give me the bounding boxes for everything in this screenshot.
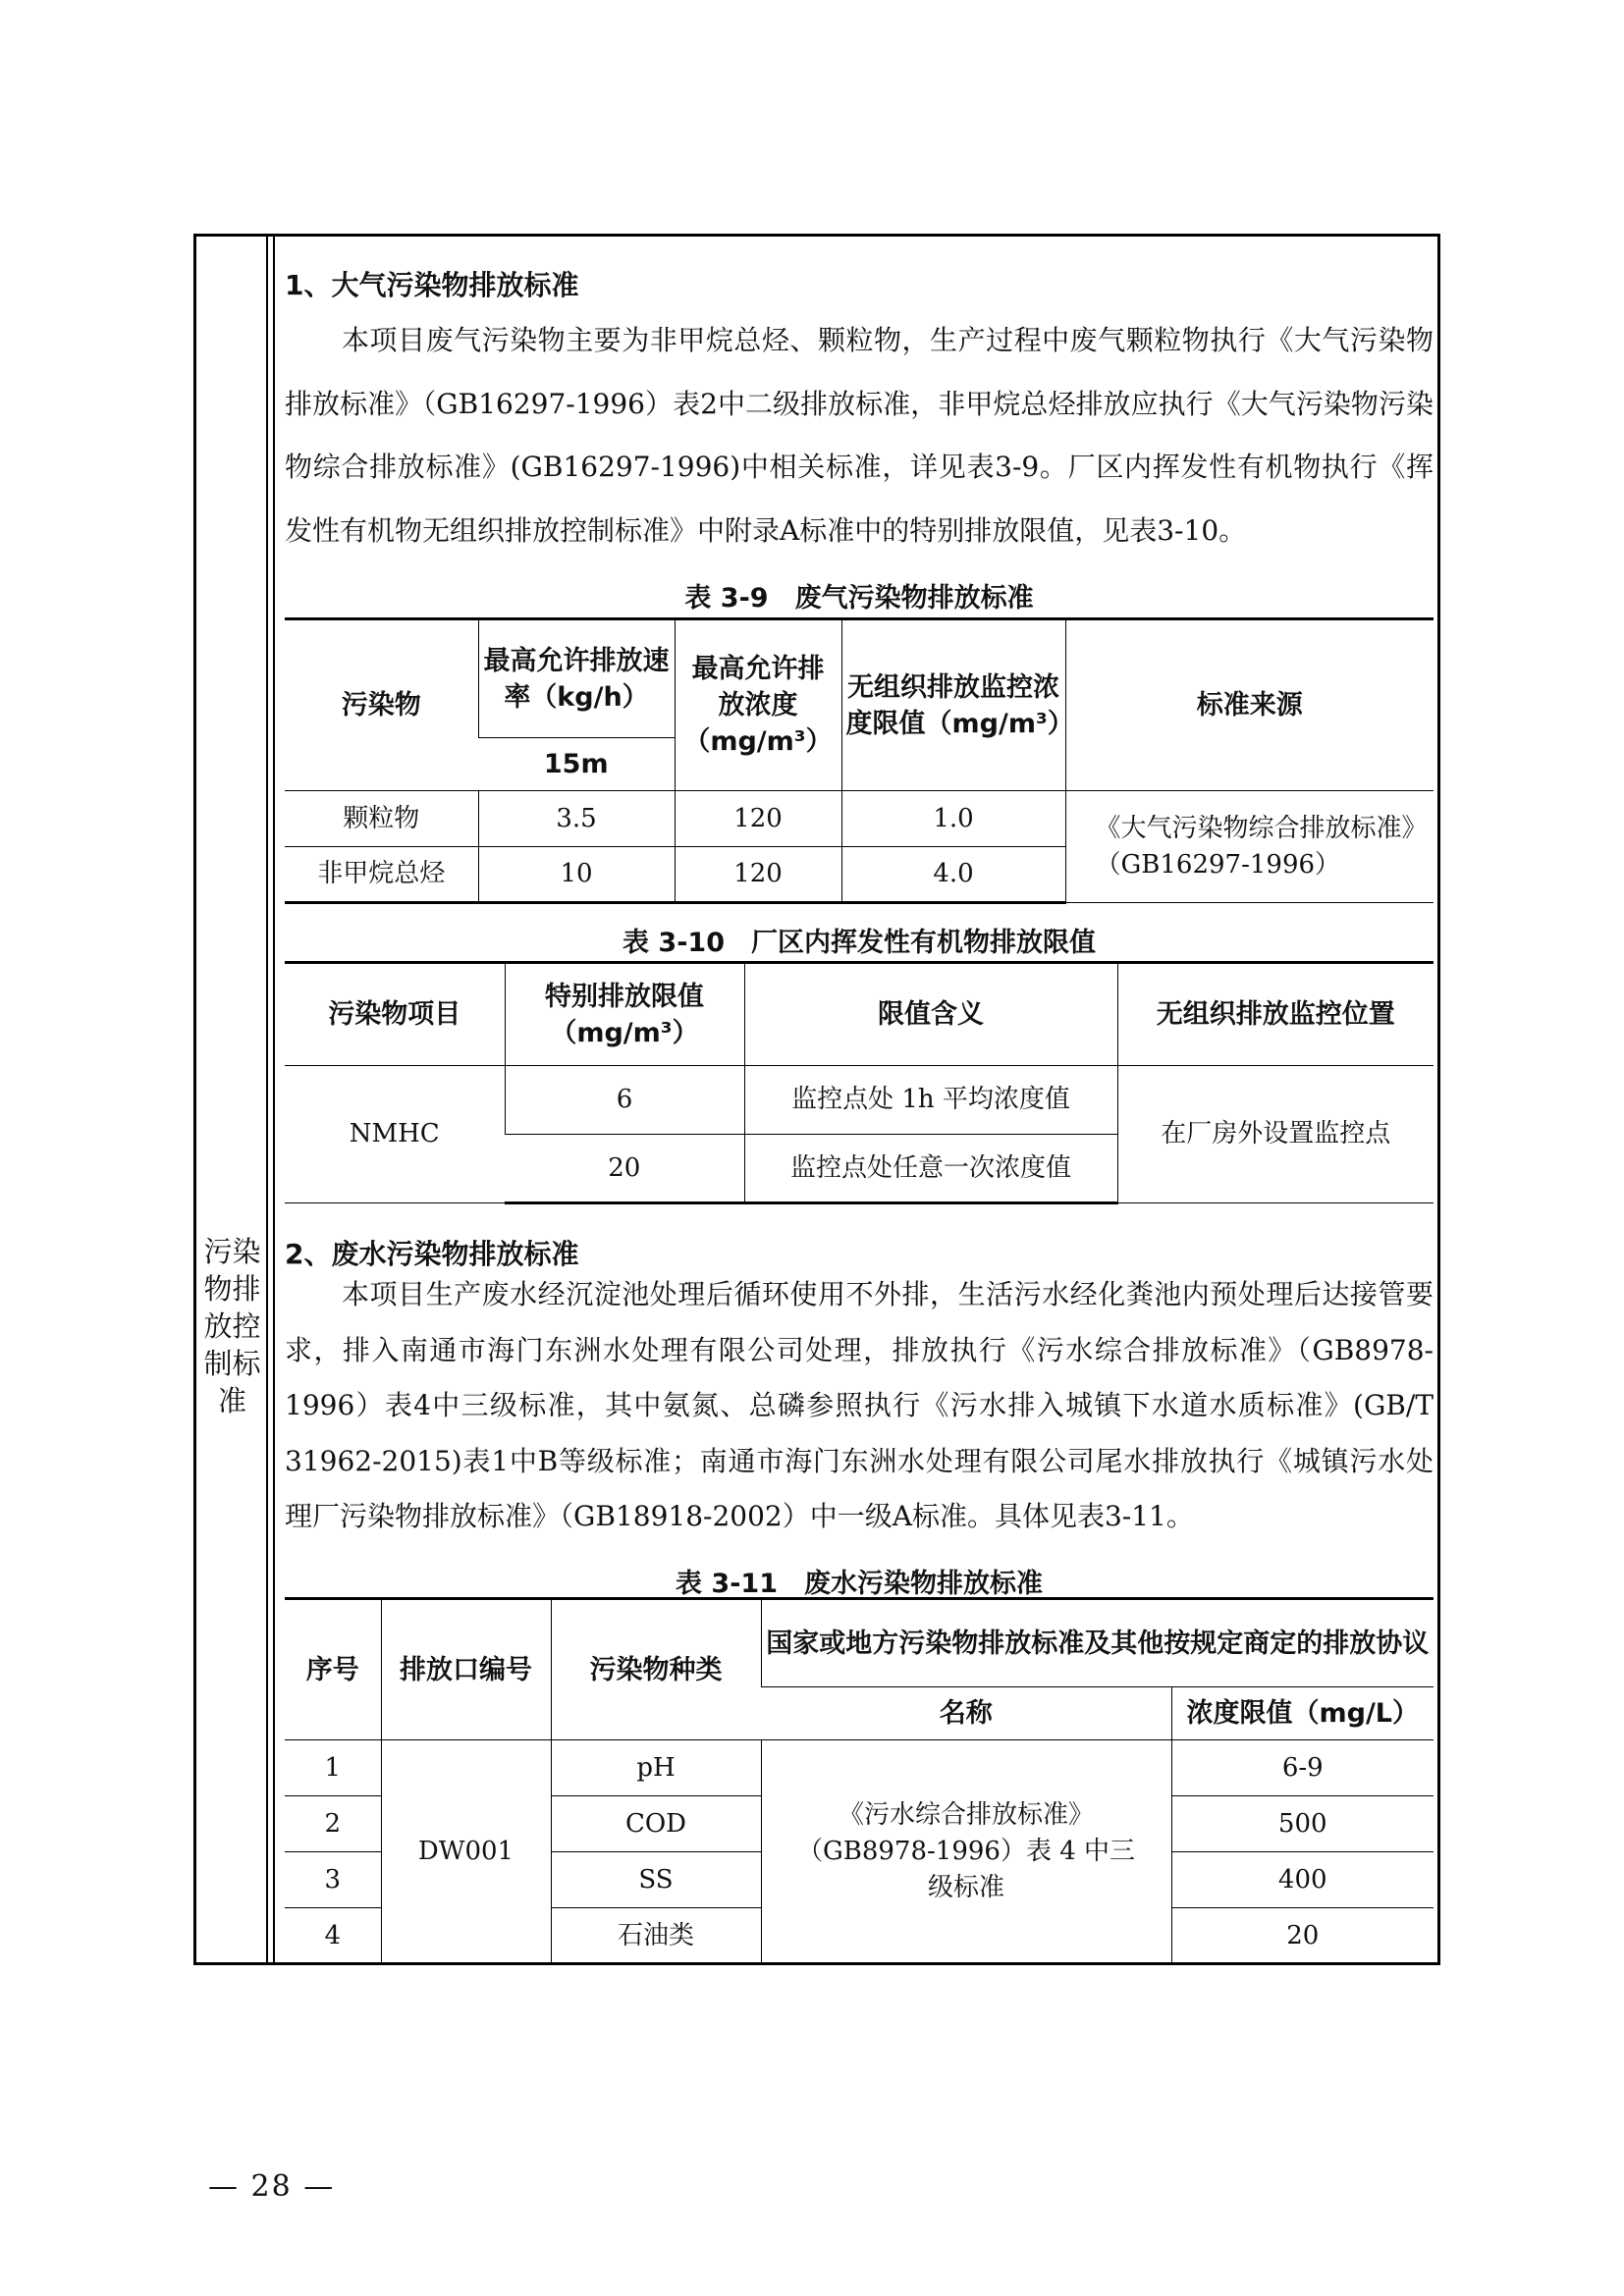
- table-cell-item: NMHC: [285, 1066, 505, 1203]
- table-cell: 10: [478, 847, 675, 903]
- th-source: 标准来源: [1065, 619, 1434, 791]
- table-cell: 120: [675, 791, 841, 847]
- table-cell: SS: [551, 1852, 761, 1908]
- table-cell: 1.0: [841, 791, 1065, 847]
- th-rate: 最高允许排放速率（kg/h）: [478, 619, 675, 738]
- table-cell: COD: [551, 1796, 761, 1852]
- sidebar-label-line: 准: [217, 1384, 246, 1417]
- th-limit: 特别排放限值（mg/m³）: [505, 963, 744, 1066]
- table-cell: 2: [285, 1796, 381, 1852]
- sidebar-label-line: 物排: [203, 1272, 261, 1306]
- table-cell: 6: [505, 1066, 744, 1135]
- table-cell-source: 《大气污染物综合排放标准》（GB16297-1996）: [1065, 791, 1434, 903]
- table-3-11: [285, 1597, 1434, 1964]
- table-cell: 4: [285, 1908, 381, 1964]
- section1-paragraph: 本项目废气污染物主要为非甲烷总烃、颗粒物，生产过程中废气颗粒物执行《大气污染物排放标准》（GB16297-1996）表2中二级排放标准，非甲烷总烃排放应执行《大气污染物污染物综合排放标准》(GB16297-1996)中相关标准，详见表3-9。厂区内挥发性有机物执行《挥发性有机物无组织排放控制标准》中附录A标准中的特别排放限值，见表3-10。: [285, 324, 1434, 547]
- table-cell: 监控点处任意一次浓度值: [744, 1135, 1117, 1203]
- th-pollutant: 污染物: [285, 619, 478, 791]
- table-3-9: [285, 617, 1434, 904]
- section2-paragraph: 本项目生产废水经沉淀池处理后循环使用不外排，生活污水经化粪池内预处理后达接管要求，排入南通市海门东洲水处理有限公司处理，排放执行《污水综合排放标准》（GB8978-1996）表4中三级标准，其中氨氮、总磷参照执行《污水排入城镇下水道水质标准》(GB/T 31962-2015)表1中B等级标准；南通市海门东洲水处理有限公司尾水排放执行《城镇污水处理厂污染物排放标准》（GB18918-2002）中一级A标准。具体见表3-11。: [285, 1278, 1434, 1532]
- th-outlet: 排放口编号: [381, 1599, 551, 1740]
- th-limit: 浓度限值（mg/L）: [1171, 1687, 1434, 1740]
- table-cell-standard-name: 《污水综合排放标准》（GB8978-1996）表 4 中三级标准: [761, 1740, 1171, 1964]
- table-cell: 4.0: [841, 847, 1065, 903]
- th-type: 污染物种类: [551, 1599, 761, 1740]
- table-cell: 监控点处 1h 平均浓度值: [744, 1066, 1117, 1135]
- table-cell-position: 在厂房外设置监控点: [1117, 1066, 1434, 1203]
- section2-heading: 2、废水污染物排放标准: [285, 1238, 579, 1270]
- table-cell: 3.5: [478, 791, 675, 847]
- sidebar-label: [196, 1233, 268, 1419]
- th-position: 无组织排放监控位置: [1117, 963, 1434, 1066]
- table-cell: pH: [551, 1740, 761, 1796]
- sidebar-label-line: 污染: [203, 1235, 261, 1268]
- table-3-10: [285, 961, 1434, 1204]
- th-conc: 最高允许排放浓度（mg/m³）: [675, 619, 841, 791]
- table-cell: 20: [1171, 1908, 1434, 1964]
- table-cell: 1: [285, 1740, 381, 1796]
- sidebar-label-line: 制标: [203, 1347, 261, 1380]
- sidebar-label-line: 放控: [203, 1309, 261, 1343]
- table-cell: 石油类: [551, 1908, 761, 1964]
- table310-caption: 表 3-10 厂区内挥发性有机物排放限值: [623, 928, 1096, 958]
- page-number: — 28 —: [208, 2169, 336, 2204]
- th-item: 污染物项目: [285, 963, 505, 1066]
- table-cell: 颗粒物: [285, 791, 478, 847]
- table-cell: 20: [505, 1135, 744, 1203]
- section1-heading: 1、大气污染物排放标准: [285, 269, 579, 301]
- table311-caption: 表 3-11 废水污染物排放标准: [676, 1569, 1043, 1599]
- column-divider: [273, 237, 275, 1962]
- th-no: 序号: [285, 1599, 381, 1740]
- table39-caption: 表 3-9 废气污染物排放标准: [684, 583, 1034, 614]
- table-cell: 非甲烷总烃: [285, 847, 478, 903]
- th-unorg: 无组织排放监控浓度限值（mg/m³）: [841, 619, 1065, 791]
- th-meaning: 限值含义: [744, 963, 1117, 1066]
- th-name: 名称: [761, 1687, 1171, 1740]
- table-cell-outlet: DW001: [381, 1740, 551, 1964]
- th-standard: 国家或地方污染物排放标准及其他按规定商定的排放协议: [761, 1599, 1434, 1687]
- sidebar-column: [196, 237, 268, 1962]
- table-cell: 120: [675, 847, 841, 903]
- document-frame: [193, 234, 1440, 1965]
- th-rate-height: 15m: [478, 738, 675, 791]
- table-cell: 3: [285, 1852, 381, 1908]
- table-cell: 500: [1171, 1796, 1434, 1852]
- table-cell: 6-9: [1171, 1740, 1434, 1796]
- table-cell: 400: [1171, 1852, 1434, 1908]
